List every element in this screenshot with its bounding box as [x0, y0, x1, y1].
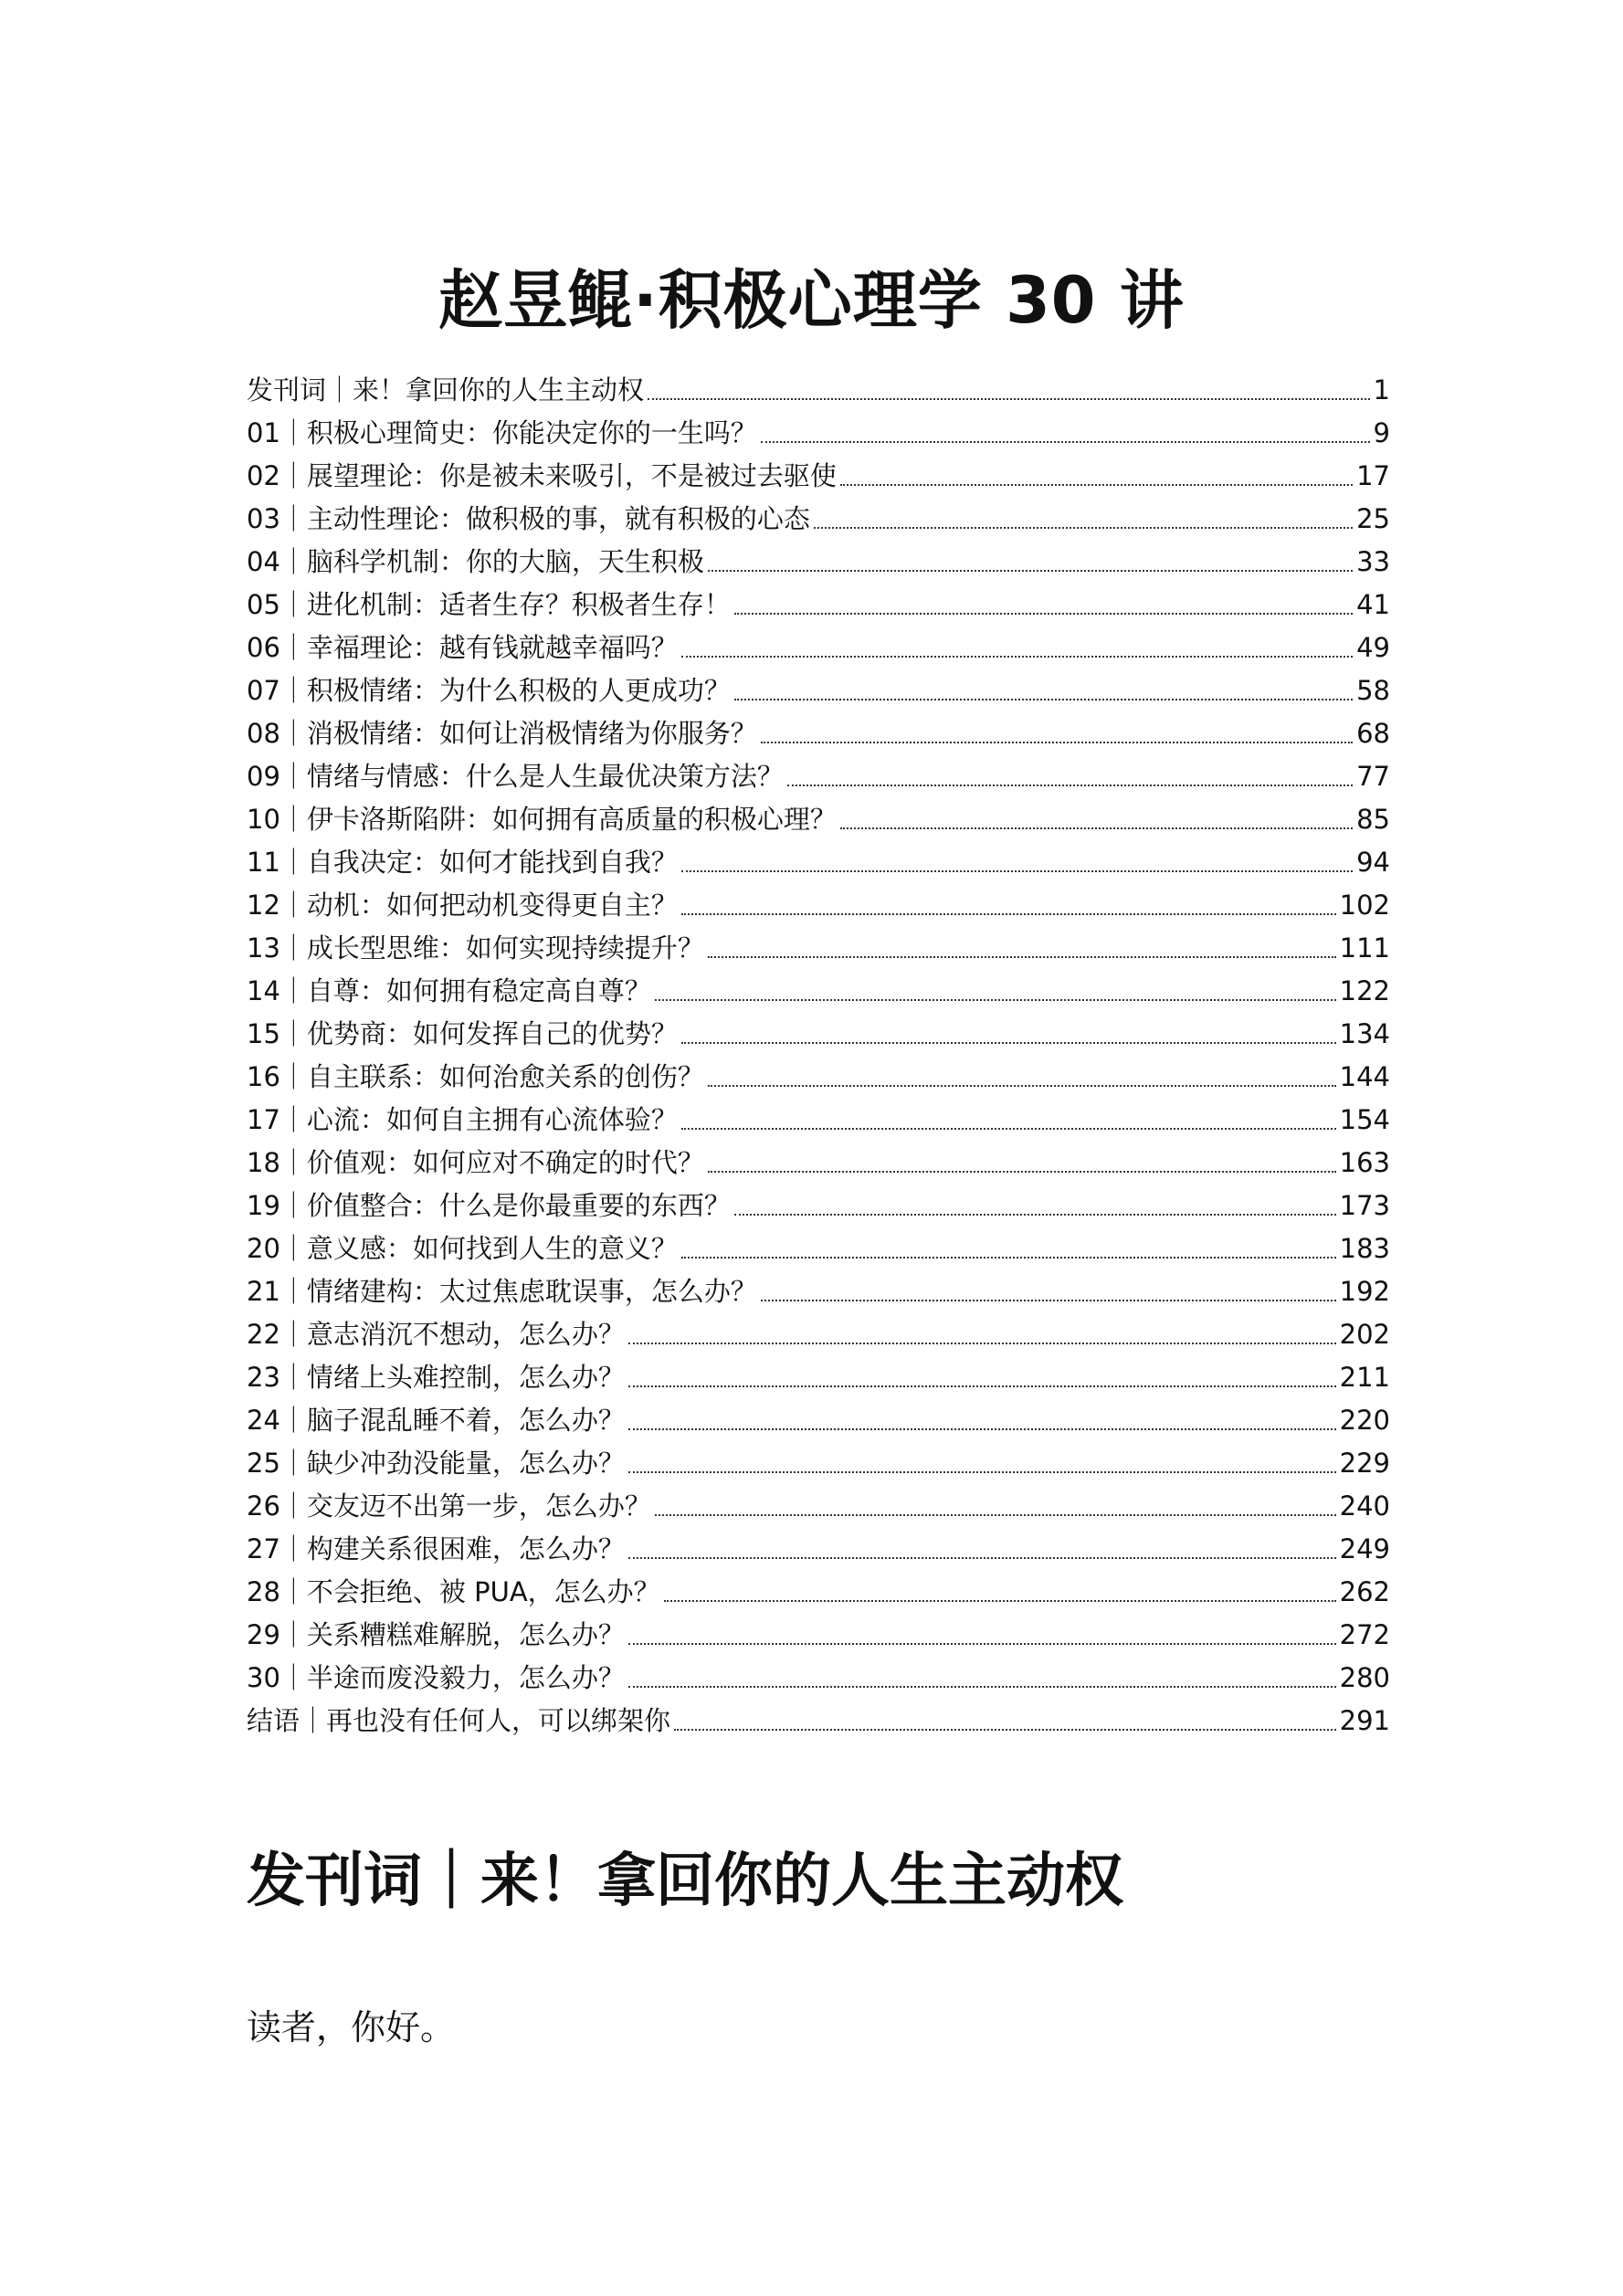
toc-entry-label: 30｜半途而废没毅力，怎么办？: [247, 1662, 625, 1693]
toc-entry-page-number: 41: [1356, 589, 1390, 620]
toc-dot-leader: [708, 1171, 1336, 1173]
toc-entry-label: 17｜心流：如何自主拥有心流体验？: [247, 1104, 678, 1135]
toc-entry-label: 29｜关系糟糕难解脱，怎么办？: [247, 1619, 625, 1650]
toc-entry[interactable]: [247, 584, 1390, 627]
greeting-paragraph: 读者，你好。: [247, 2007, 456, 2048]
toc-entry[interactable]: [247, 1013, 1390, 1056]
toc-entry[interactable]: [247, 970, 1390, 1013]
toc-dot-leader: [655, 1514, 1336, 1516]
toc-entry-page-number: 249: [1339, 1533, 1390, 1564]
toc-dot-leader: [664, 1600, 1336, 1602]
toc-dot-leader: [681, 1128, 1336, 1130]
toc-entry[interactable]: [247, 412, 1390, 455]
toc-dot-leader: [840, 484, 1353, 486]
toc-entry[interactable]: [247, 712, 1390, 755]
toc-entry-page-number: 77: [1356, 761, 1390, 792]
toc-entry-label: 05｜进化机制：适者生存？积极者生存！: [247, 589, 731, 620]
toc-entry-page-number: 272: [1339, 1619, 1390, 1650]
toc-entry-page-number: 192: [1339, 1276, 1390, 1307]
toc-entry-page-number: 211: [1339, 1362, 1390, 1393]
toc-dot-leader: [734, 699, 1353, 700]
toc-dot-leader: [734, 1214, 1336, 1216]
toc-entry-label: 07｜积极情绪：为什么积极的人更成功？: [247, 675, 731, 706]
toc-entry-label: 01｜积极心理简史：你能决定你的一生吗？: [247, 417, 757, 448]
toc-entry-label: 结语｜再也没有任何人，可以绑架你: [247, 1705, 671, 1736]
toc-dot-leader: [648, 398, 1370, 400]
toc-entry-label: 18｜价值观：如何应对不确定的时代？: [247, 1147, 704, 1178]
toc-dot-leader: [761, 1300, 1336, 1301]
toc-entry-page-number: 102: [1339, 890, 1390, 921]
toc-entry[interactable]: [247, 1227, 1390, 1270]
toc-dot-leader: [840, 827, 1353, 829]
toc-entry[interactable]: [247, 369, 1390, 412]
toc-entry-page-number: 85: [1356, 804, 1390, 835]
toc-entry[interactable]: [247, 627, 1390, 669]
toc-entry-page-number: 25: [1356, 503, 1390, 534]
toc-entry-label: 04｜脑科学机制：你的大脑，天生积极: [247, 546, 704, 577]
toc-entry-page-number: 134: [1339, 1018, 1390, 1049]
toc-entry-label: 21｜情绪建构：太过焦虑耽误事，怎么办？: [247, 1276, 757, 1307]
toc-entry-page-number: 202: [1339, 1319, 1390, 1350]
toc-entry-page-number: 183: [1339, 1233, 1390, 1264]
toc-entry-page-number: 220: [1339, 1405, 1390, 1436]
toc-dot-leader: [734, 613, 1353, 615]
toc-entry-page-number: 163: [1339, 1147, 1390, 1178]
toc-entry-label: 23｜情绪上头难控制，怎么办？: [247, 1362, 625, 1393]
toc-entry-label: 16｜自主联系：如何治愈关系的创伤？: [247, 1061, 704, 1092]
toc-entry-page-number: 17: [1356, 460, 1390, 491]
toc-entry-label: 22｜意志消沉不想动，怎么办？: [247, 1319, 625, 1350]
toc-dot-leader: [681, 913, 1336, 915]
toc-entry-page-number: 291: [1339, 1705, 1390, 1736]
toc-dot-leader: [681, 656, 1353, 658]
toc-dot-leader: [681, 1257, 1336, 1259]
toc-entry-page-number: 58: [1356, 675, 1390, 706]
toc-entry-label: 11｜自我决定：如何才能找到自我？: [247, 847, 678, 878]
toc-entry-label: 25｜缺少冲劲没能量，怎么办？: [247, 1448, 625, 1479]
toc-entry-page-number: 280: [1339, 1662, 1390, 1693]
toc-dot-leader: [674, 1729, 1336, 1731]
toc-dot-leader: [628, 1686, 1336, 1688]
toc-entry[interactable]: [247, 1571, 1390, 1614]
toc-entry-page-number: 240: [1339, 1490, 1390, 1522]
toc-entry[interactable]: [247, 1056, 1390, 1099]
toc-entry-label: 14｜自尊：如何拥有稳定高自尊？: [247, 975, 651, 1006]
toc-dot-leader: [655, 999, 1336, 1001]
toc-entry[interactable]: [247, 455, 1390, 498]
toc-entry-page-number: 122: [1339, 975, 1390, 1006]
toc-dot-leader: [628, 1643, 1336, 1645]
toc-entry-page-number: 49: [1356, 632, 1390, 663]
toc-entry[interactable]: [247, 1313, 1390, 1356]
toc-entry-page-number: 9: [1373, 417, 1390, 448]
toc-entry[interactable]: [247, 669, 1390, 712]
toc-entry-label: 02｜展望理论：你是被未来吸引，不是被过去驱使: [247, 460, 837, 491]
toc-entry-label: 03｜主动性理论：做积极的事，就有积极的心态: [247, 503, 810, 534]
toc-entry[interactable]: [247, 927, 1390, 970]
toc-entry-page-number: 1: [1373, 374, 1390, 405]
toc-dot-leader: [628, 1343, 1336, 1344]
toc-entry[interactable]: [247, 498, 1390, 541]
toc-entry-label: 10｜伊卡洛斯陷阱：如何拥有高质量的积极心理？: [247, 804, 837, 835]
toc-entry-page-number: 229: [1339, 1448, 1390, 1479]
toc-entry-page-number: 94: [1356, 847, 1390, 878]
toc-dot-leader: [628, 1471, 1336, 1473]
toc-dot-leader: [681, 1042, 1336, 1044]
toc-entry-page-number: 154: [1339, 1104, 1390, 1135]
toc-dot-leader: [628, 1428, 1336, 1430]
toc-entry-label: 06｜幸福理论：越有钱就越幸福吗？: [247, 632, 678, 663]
toc-entry-page-number: 33: [1356, 546, 1390, 577]
toc-entry[interactable]: [247, 1142, 1390, 1185]
toc-entry-label: 15｜优势商：如何发挥自己的优势？: [247, 1018, 678, 1049]
toc-dot-leader: [628, 1385, 1336, 1387]
toc-entry[interactable]: [247, 1099, 1390, 1142]
document-title: 赵昱鲲·积极心理学 30 讲: [438, 262, 1185, 338]
toc-entry[interactable]: [247, 755, 1390, 798]
toc-entry-page-number: 68: [1356, 718, 1390, 749]
toc-entry[interactable]: [247, 884, 1390, 927]
toc-entry-label: 26｜交友迈不出第一步，怎么办？: [247, 1490, 651, 1522]
toc-entry[interactable]: [247, 1185, 1390, 1227]
toc-dot-leader: [761, 742, 1353, 743]
toc-dot-leader: [708, 570, 1353, 572]
toc-entry[interactable]: [247, 1614, 1390, 1657]
toc-entry[interactable]: [247, 1356, 1390, 1399]
toc-entry-label: 20｜意义感：如何找到人生的意义？: [247, 1233, 678, 1264]
toc-entry-label: 09｜情绪与情感：什么是人生最优决策方法？: [247, 761, 784, 792]
toc-entry-label: 28｜不会拒绝、被 PUA，怎么办？: [247, 1576, 660, 1607]
toc-entry[interactable]: [247, 1485, 1390, 1528]
toc-entry-page-number: 262: [1339, 1576, 1390, 1607]
toc-entry-page-number: 173: [1339, 1190, 1390, 1221]
toc-entry[interactable]: [247, 1270, 1390, 1313]
toc-dot-leader: [787, 785, 1353, 786]
toc-dot-leader: [681, 870, 1353, 872]
toc-entry[interactable]: [247, 541, 1390, 584]
toc-entry[interactable]: [247, 1528, 1390, 1571]
toc-entry[interactable]: [247, 1399, 1390, 1442]
toc-entry[interactable]: [247, 798, 1390, 841]
toc-entry-page-number: 144: [1339, 1061, 1390, 1092]
toc-entry[interactable]: [247, 1657, 1390, 1700]
table-of-contents: [247, 369, 1390, 1743]
toc-entry-label: 13｜成长型思维：如何实现持续提升？: [247, 932, 704, 964]
toc-entry[interactable]: [247, 841, 1390, 884]
toc-dot-leader: [628, 1557, 1336, 1559]
toc-entry-page-number: 111: [1339, 932, 1390, 964]
toc-dot-leader: [708, 956, 1336, 958]
toc-entry[interactable]: [247, 1700, 1390, 1743]
toc-entry-label: 24｜脑子混乱睡不着，怎么办？: [247, 1405, 625, 1436]
section-heading: 发刊词｜来！拿回你的人生主动权: [247, 1848, 1123, 1915]
toc-entry[interactable]: [247, 1442, 1390, 1485]
toc-entry-label: 19｜价值整合：什么是你最重要的东西？: [247, 1190, 731, 1221]
toc-entry-label: 12｜动机：如何把动机变得更自主？: [247, 890, 678, 921]
toc-dot-leader: [708, 1085, 1336, 1087]
toc-dot-leader: [761, 441, 1370, 443]
toc-entry-label: 08｜消极情绪：如何让消极情绪为你服务？: [247, 718, 757, 749]
toc-entry-label: 27｜构建关系很困难，怎么办？: [247, 1533, 625, 1564]
toc-dot-leader: [814, 527, 1353, 529]
toc-entry-label: 发刊词｜来！拿回你的人生主动权: [247, 374, 645, 405]
